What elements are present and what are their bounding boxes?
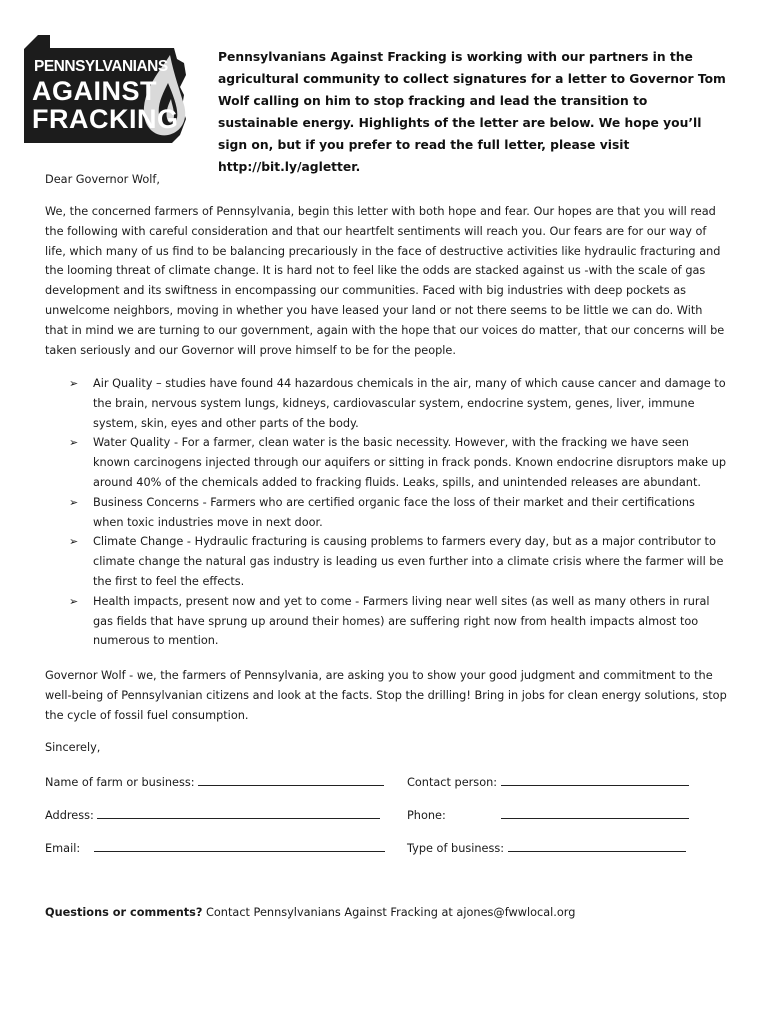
list-item [45, 493, 728, 533]
list-item-text: Air Quality – studies have found 44 hazardous chemicals in the air, many of which cause cancer and damage to the brain, nervous system lungs, kidneys, cardiovascular system, endocrine system, genes, liver, immune system, skin, eyes and other parts of the body. [93, 377, 726, 430]
pennsylvanians-against-fracking-logo [24, 35, 194, 145]
arrow-bullet-icon: ➢ [69, 436, 79, 450]
farm-name-input-line[interactable] [198, 772, 384, 786]
list-item-text: Water Quality - For a farmer, clean water is the basic necessity. However, with the fracking we have seen known carcinogens injected through our aquifers or sitting in frack ponds. Known endocrine disruptors make up around 40% of the chemicals added to fracking fluids. Leaks, spills, and unintended releases are abundant. [93, 436, 727, 489]
business-type-field[interactable] [407, 838, 686, 858]
opening-paragraph: We, the concerned farmers of Pennsylvania, begin this letter with both hope and fear. Our hopes are that you will read the following with careful consideration and that our heartfelt sentiments will reach you. Our fears are for our way of life, which many of us find to be balancing precariously in the face of destructive activities like hydraulic fracturing and the looming threat of climate change. It is hard not to feel like the odds are stacked against us -with the scale of gas development and its swiftness in encompassing our communities. Faced with big industries with deep pockets as unwelcome neighbors, moving in whether you have leased your land or not there seems to be little we can do. With that in mind we are turning to our government, again with the hope that our voices do matter, that our concerns will be taken seriously and our Governor will prove himself to be for the people. [45, 205, 725, 357]
footer-contact-text: Contact Pennsylvanians Against Fracking at ajones@fwwlocal.org [202, 906, 576, 919]
arrow-bullet-icon: ➢ [69, 535, 79, 549]
list-item-text: Business Concerns - Farmers who are certified organic face the loss of their market and their certifications when toxic industries move in next door. [93, 495, 695, 529]
email-input-line[interactable] [94, 838, 385, 852]
farm-name-field[interactable] [45, 772, 384, 792]
phone-field[interactable] [407, 805, 689, 825]
business-type-input-line[interactable] [508, 838, 686, 852]
footer-contact [45, 903, 575, 922]
contact-person-label: Contact person: [407, 776, 498, 789]
footer-question: Questions or comments? [45, 906, 203, 919]
concerns-list [45, 374, 728, 651]
logo-line-3: FRACKING [32, 104, 179, 134]
arrow-bullet-icon: ➢ [69, 594, 79, 608]
email-field[interactable] [45, 838, 385, 858]
logo-line-2: AGAINST [32, 76, 157, 106]
logo-line-1: PENNSYLVANIANS [34, 58, 168, 75]
arrow-bullet-icon: ➢ [69, 495, 79, 509]
list-item-text: Health impacts, present now and yet to come - Farmers living near well sites (as well as many others in rural gas fields that have sprung up around their homes) are suffering right now from health impacts almost too numerous to mention. [93, 594, 710, 648]
email-label: Email: [45, 842, 81, 855]
contact-person-input-line[interactable] [501, 772, 689, 786]
farm-name-label: Name of farm or business: [45, 776, 195, 789]
phone-input-line[interactable] [501, 805, 689, 819]
list-item [45, 374, 728, 433]
closing-paragraph: Governor Wolf - we, the farmers of Pennsylvania, are asking you to show your good judgment and commitment to the well-being of Pennsylvanian citizens and look at the facts. Stop the drilling! Bring in jobs for clean energy solutions, stop the cycle of fossil fuel consumption. [45, 669, 727, 722]
contact-person-field[interactable] [407, 772, 689, 792]
arrow-bullet-icon: ➢ [69, 377, 79, 390]
salutation: Dear Governor Wolf, [45, 173, 160, 186]
business-type-label: Type of business: [407, 842, 505, 855]
address-input-line[interactable] [97, 805, 380, 819]
sign-off: Sincerely, [45, 741, 101, 754]
address-field[interactable] [45, 805, 380, 825]
phone-label: Phone: [407, 809, 446, 822]
intro-paragraph: Pennsylvanians Against Fracking is working with our partners in the agricultural community to collect signatures for a letter to Governor Tom Wolf calling on him to stop fracking and lead the transition to sustainable energy. Highlights of the letter are below. We hope you’ll sign on, but if you prefer to read the full letter, please visit http://bit.ly/agletter. [218, 50, 726, 174]
list-item [45, 592, 728, 651]
list-item [45, 532, 728, 591]
list-item [45, 433, 728, 492]
address-label: Address: [45, 809, 94, 822]
list-item-text: Climate Change - Hydraulic fracturing is causing problems to farmers every day, but as a major contributor to climate change the natural gas industry is leading us even further into a climate crisis where the farmer will be the first to feel the effects. [93, 535, 724, 588]
